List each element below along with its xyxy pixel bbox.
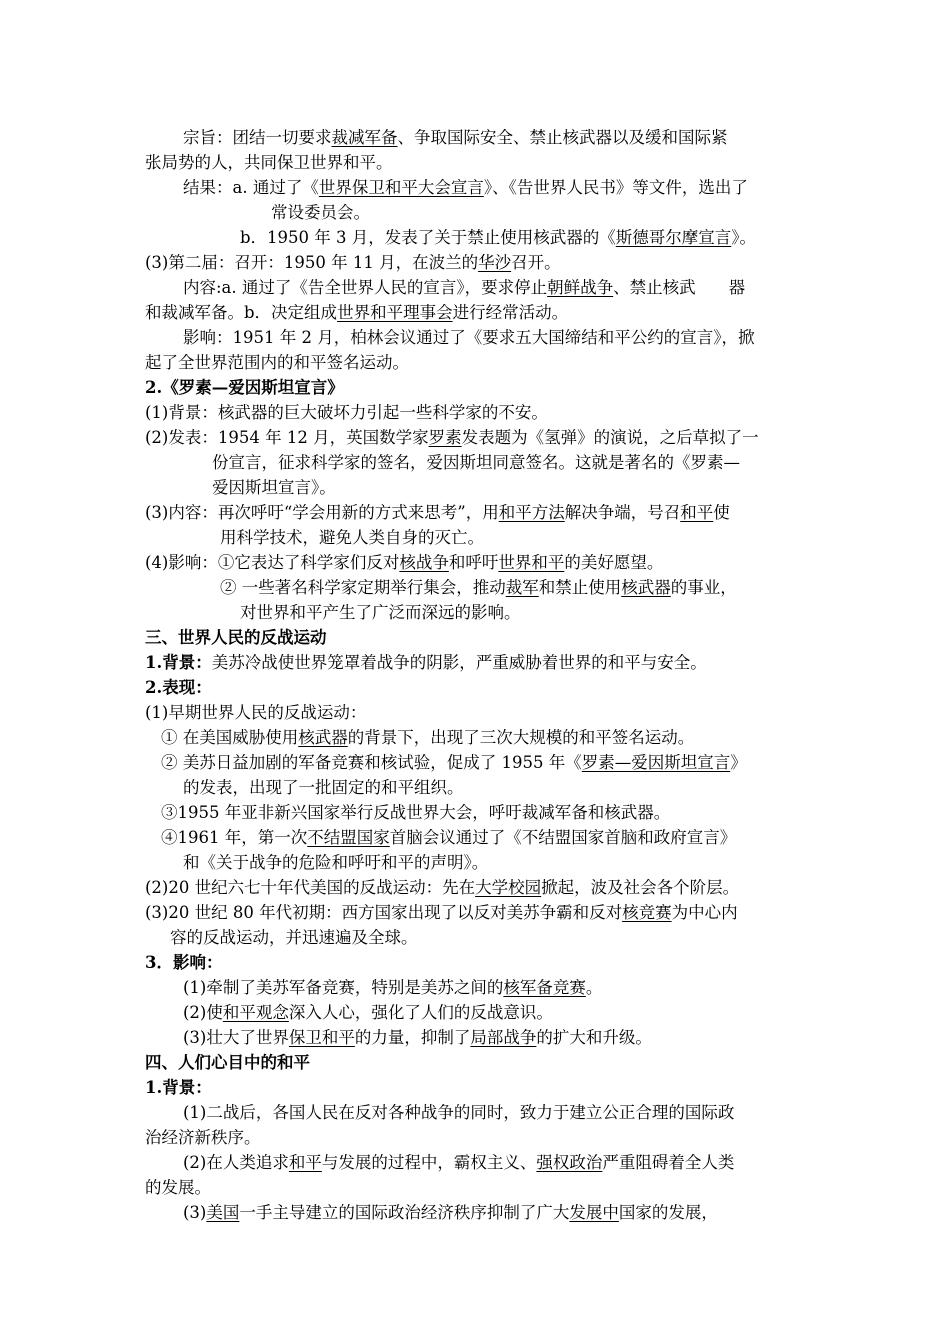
text-run: 使 <box>713 503 730 522</box>
paragraph-line <box>183 851 488 875</box>
paragraph-line <box>183 776 464 800</box>
underlined-term: 世界和平理事会 <box>337 303 453 322</box>
text-run: 爱因斯坦宣言》。 <box>212 478 336 497</box>
underlined-term: 和平方法 <box>498 503 565 522</box>
paragraph-line <box>145 151 393 175</box>
underlined-term: 和平观念 <box>222 1003 289 1022</box>
text-run: 进行经常活动。 <box>452 303 569 322</box>
text-run: (2)使 <box>183 1003 223 1022</box>
text-run: (1)牵制了美苏军备竞赛，特别是美苏之间的 <box>183 978 504 997</box>
text-run: 严重阻碍着全人类 <box>602 1153 735 1172</box>
text-run: 、争取国际安全、禁止核武器以及缓和国际紧 <box>397 128 728 147</box>
text-run: (2)20 世纪六七十年代美国的反战运动：先在 <box>145 878 476 897</box>
paragraph-line <box>161 726 694 750</box>
text-run: (1)背景：核武器的巨大破坏力引起一些科学家的不安。 <box>145 403 548 422</box>
paragraph-line <box>183 1151 734 1175</box>
text-run: 2.《罗素—爱因斯坦宣言》 <box>145 378 344 397</box>
underlined-term: 世界保卫和平大会宣言 <box>318 178 484 197</box>
text-run: 。 <box>585 978 603 997</box>
text-run: 和禁止使用 <box>538 578 622 597</box>
bold-label: 1.背景： <box>145 1078 212 1097</box>
paragraph-line <box>145 251 561 275</box>
text-run: 和呼吁 <box>448 553 499 572</box>
text-run: b．1950 年 3 月，发表了关于禁止使用核武器的《 <box>240 228 616 247</box>
text-run: 的扩大和升级。 <box>536 1028 652 1047</box>
paragraph-line <box>145 501 730 525</box>
text-run: 一手主导建立的国际政治经济秩序抑制了广大 <box>239 1203 570 1222</box>
text-run: 首脑会议通过了《不结盟国家首脑和政府宣言》 <box>389 828 737 847</box>
underlined-term: 核武器 <box>298 728 348 747</box>
text-run: 对世界和平产生了广泛而深远的影响。 <box>240 603 521 622</box>
text-run: 份宣言，征求科学家的签名，爱因斯坦同意签名。这就是著名的《罗素— <box>212 453 740 472</box>
text-run: 国家的发展， <box>618 1203 718 1222</box>
underlined-term: 斯德哥尔摩宣言 <box>615 228 732 247</box>
underlined-term: 核战争 <box>399 553 449 572</box>
text-run: 的力量，抑制了 <box>354 1028 471 1047</box>
text-run: 张局势的人，共同保卫世界和平。 <box>145 153 393 172</box>
text-run: (2)在人类追求 <box>183 1153 289 1172</box>
text-run: 》、《告世界人民书》等文件，选出了 <box>483 178 748 197</box>
paragraph-line <box>145 426 759 450</box>
text-run: ① 在美国威胁使用 <box>161 728 299 747</box>
text-run: 发表题为《氢弹》的演说，之后草拟了一 <box>461 428 759 447</box>
paragraph-line <box>183 1101 734 1125</box>
underlined-term: 强权政治 <box>536 1153 603 1172</box>
text-run: 结果：a. 通过了《 <box>183 178 319 197</box>
underlined-term: 华沙 <box>478 253 512 272</box>
paragraph-line <box>145 951 222 975</box>
paragraph-line <box>183 326 754 350</box>
text-run: ④1961 年，第一次 <box>161 828 308 847</box>
text-run: (3)20 世纪 80 年代初期：西方国家出现了以反对美苏争霸和反对 <box>145 903 623 922</box>
text-run: 召开。 <box>511 253 561 272</box>
text-run: 的发表，出现了一批固定的和平组织。 <box>183 778 464 797</box>
text-run: 的事业， <box>670 578 737 597</box>
text-run: (3)内容：再次呼吁“学会用新的方式来思考”，用 <box>145 503 499 522</box>
text-run: (1)早期世界人民的反战运动： <box>145 703 367 722</box>
paragraph-line <box>145 701 366 725</box>
bold-label: 1.背景： <box>145 653 212 672</box>
section-heading <box>145 626 327 650</box>
underlined-term: 核竞赛 <box>622 903 672 922</box>
bold-label: 2.表现： <box>145 678 212 697</box>
text-run: 深入人心，强化了人们的反战意识。 <box>288 1003 553 1022</box>
paragraph-line <box>170 926 418 950</box>
underlined-term: 保卫和平 <box>288 1028 355 1047</box>
underlined-term: 核武器 <box>621 578 671 597</box>
text-run: 宗旨：团结一切要求 <box>183 128 332 147</box>
paragraph-line <box>212 451 740 475</box>
paragraph-line <box>161 826 736 850</box>
underlined-term: 核军备竞赛 <box>503 978 586 997</box>
paragraph-line <box>161 801 670 825</box>
paragraph-line <box>183 1026 652 1050</box>
text-run: (1)二战后，各国人民在反对各种战争的同时，致力于建立公正合理的国际政 <box>183 1103 735 1122</box>
text-run: 三、世界人民的反战运动 <box>145 628 327 647</box>
paragraph-line <box>161 751 747 775</box>
paragraph-line <box>145 1076 212 1100</box>
paragraph-line <box>145 1176 211 1200</box>
paragraph-line <box>145 351 409 375</box>
paragraph-line <box>220 526 484 550</box>
underlined-term: 裁军 <box>505 578 539 597</box>
text-run: ② 美苏日益加剧的军备竞赛和核试验，促成了 1955 年《 <box>161 753 582 772</box>
text-run: ② 一些著名科学家定期举行集会，推动 <box>220 578 506 597</box>
paragraph-line <box>183 1201 718 1225</box>
text-run: 掀起，波及社会各个阶层。 <box>541 878 740 897</box>
text-run: (4)影响：①它表达了科学家们反对 <box>145 553 400 572</box>
bold-label: 3．影响： <box>145 953 223 972</box>
underlined-term: 和平 <box>680 503 714 522</box>
section-heading <box>145 1051 310 1075</box>
text-run: 的美好愿望。 <box>564 553 664 572</box>
underlined-term: 和平 <box>288 1153 322 1172</box>
text-run: 与发展的过程中，霸权主义、 <box>321 1153 537 1172</box>
text-run: 》 <box>730 753 747 772</box>
text-run: 美苏冷战使世界笼罩着战争的阴影，严重威胁着世界的和平与安全。 <box>211 653 707 672</box>
text-run: (3)壮大了世界 <box>183 1028 289 1047</box>
paragraph-line <box>145 551 663 575</box>
paragraph-line <box>145 901 738 925</box>
paragraph-line <box>183 176 748 200</box>
text-run: 解决争端，号召 <box>564 503 681 522</box>
underlined-term: 大学校园 <box>475 878 542 897</box>
underlined-term: 裁减军备 <box>331 128 398 147</box>
text-run: (3)第二届：召开：1950 年 11 月，在波兰的 <box>145 253 479 272</box>
paragraph-line <box>145 651 707 675</box>
text-run: 影响：1951 年 2 月，柏林会议通过了《要求五大国缔结和平公约的宣言》，掀 <box>183 328 755 347</box>
text-run: 和《关于战争的危险和呼吁和平的声明》。 <box>183 853 489 872</box>
paragraph-line <box>240 226 756 250</box>
text-run: 四、人们心目中的和平 <box>145 1053 310 1072</box>
text-run: 的背景下，出现了三次大规模的和平签名运动。 <box>347 728 695 747</box>
paragraph-line <box>183 976 602 1000</box>
text-run: 》。 <box>731 228 757 247</box>
text-run: 的发展。 <box>145 1178 211 1197</box>
text-run: 常设委员会。 <box>271 203 370 222</box>
paragraph-line <box>240 601 521 625</box>
text-run: 容的反战运动，并迅速遍及全球。 <box>170 928 418 947</box>
text-run: (2)发表：1954 年 12 月，英国数学家 <box>145 428 429 447</box>
underlined-term: 罗素 <box>428 428 462 447</box>
text-run: 起了全世界范围内的和平签名运动。 <box>145 353 409 372</box>
paragraph-line <box>145 401 548 425</box>
paragraph-line <box>145 876 739 900</box>
paragraph-line <box>145 301 568 325</box>
underlined-term: 发展中 <box>569 1203 619 1222</box>
text-run: 和裁减军备。b．决定组成 <box>145 303 338 322</box>
underlined-term: 朝鲜战争 <box>547 278 614 297</box>
text-run: 、禁止核武 器 <box>613 278 746 297</box>
paragraph-line <box>145 676 212 700</box>
underlined-term: 局部战争 <box>470 1028 537 1047</box>
paragraph-line <box>183 276 745 300</box>
paragraph-line <box>183 126 728 150</box>
paragraph-line <box>183 1001 553 1025</box>
underlined-term: 世界和平 <box>498 553 565 572</box>
paragraph-line <box>145 1126 261 1150</box>
paragraph-line <box>212 476 336 500</box>
text-run: 为中心内 <box>671 903 738 922</box>
text-run: (3) <box>183 1203 207 1222</box>
paragraph-line <box>271 201 370 225</box>
text-run: 治经济新秩序。 <box>145 1128 261 1147</box>
underlined-term: 不结盟国家 <box>307 828 390 847</box>
underlined-term: 罗素—爱因斯坦宣言 <box>581 753 731 772</box>
section-heading <box>145 376 344 400</box>
paragraph-line <box>220 576 737 600</box>
text-run: ③1955 年亚非新兴国家举行反战世界大会，呼吁裁减军备和核武器。 <box>161 803 671 822</box>
underlined-term: 美国 <box>206 1203 240 1222</box>
text-run: 用科学技术，避免人类自身的灭亡。 <box>220 528 484 547</box>
text-run: 内容:a. 通过了《告全世界人民的宣言》，要求停止 <box>183 278 548 297</box>
